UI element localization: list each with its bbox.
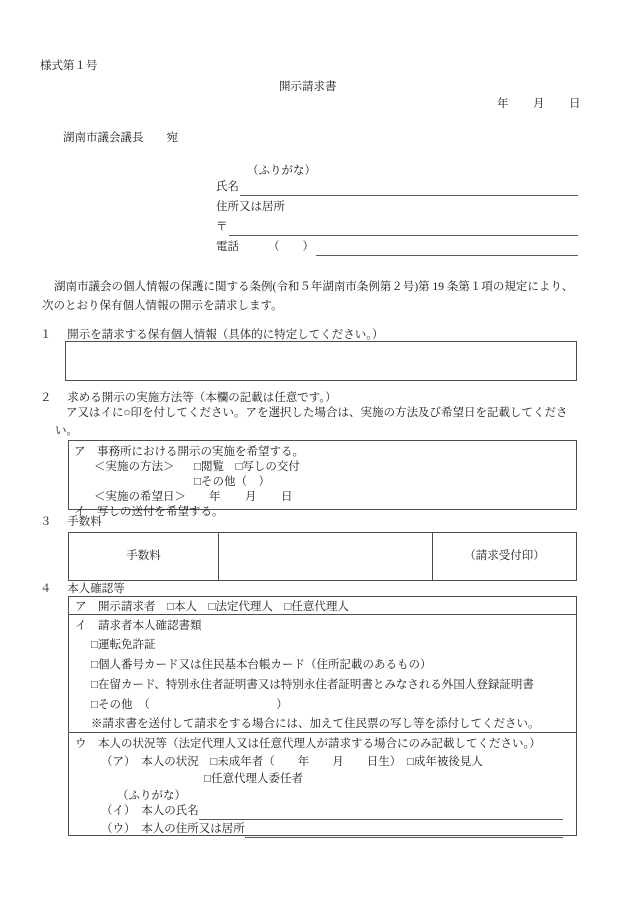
identity-documents-note: ※請求書を送付して請求をする場合には、加えて住民票の写し等を添付してください。 [91,718,540,730]
section1-number: １ [40,329,52,341]
preferred-date-label: ＜実施の希望日＞ [94,491,186,503]
telephone-label: 電話 [216,241,239,253]
principal-status-options[interactable]: （ア） 本人の状況 □未成年者（ 年 月 日生） □成年被後見人 [101,756,483,768]
form-number: 様式第１号 [40,60,98,72]
identity-doc-other[interactable]: □その他 （ ） [91,699,288,711]
method-checkbox-group-1[interactable]: □閲覧 □写しの交付 [194,461,300,473]
addressee: 湖南市議会議長 宛 [63,132,178,144]
requester-type-row [69,597,576,615]
form-title: 開示請求書 [279,81,337,93]
method-checkbox-other[interactable]: □その他（ ） [194,476,270,488]
principal-status-proxy-option[interactable]: □任意代理人委任者 [204,773,303,785]
preferred-date-input[interactable]: 年 月 日 [209,491,293,503]
identity-documents-title: イ 請求者本人確認書類 [75,620,202,632]
section3-number: ３ [40,516,52,528]
principal-status-row [69,733,576,837]
method-option-b[interactable]: イ 写しの送付を希望する。 [74,506,224,518]
fee-label-cell: 手数料 [69,533,219,580]
intro-paragraph: 湖南市議会の個人情報の保護に関する条例(令和５年湖南市条例第２号)第 19 条第１項の規定により、次のとおり保有個人情報の開示を請求します。 [42,281,574,312]
principal-status-title: ウ 本人の状況等（法定代理人又は任意代理人が請求する場合にのみ記載してください。） [75,738,541,750]
applicant-name-label: 氏名 [216,181,239,193]
principal-address-input[interactable] [245,825,563,838]
method-label: ＜実施の方法＞ [94,461,175,473]
applicant-name-input[interactable] [240,182,578,196]
section2-title: 求める開示の実施方法等（本欄の記載は任意です。） [67,392,337,404]
fee-amount-cell[interactable] [219,533,433,580]
identity-verification-box [68,596,577,836]
section2-instruction: ア又はイに○印を付してください。アを選択した場合は、実施の方法及び希望日を記載してください。 [55,407,568,437]
requested-information-input[interactable] [65,341,577,381]
section3-heading [40,514,102,531]
applicant-postal-row [216,219,578,236]
submission-date-line: 年 月 日 [497,98,581,110]
identity-doc-residence-card[interactable]: □在留カード、特別永住者証明書又は特別永住者証明書とみなされる外国人登録証明書 [91,679,534,691]
applicant-address-row [216,199,578,216]
identity-doc-mynumber-card[interactable]: □個人番号カード又は住民基本台帳カード（住所記載のあるもの） [91,659,432,671]
identity-doc-drivers-license[interactable]: □運転免許証 [91,639,156,651]
section1-title: 開示を請求する保有個人情報（具体的に特定してください。） [67,329,384,341]
principal-name-label: （イ） 本人の氏名 [101,805,199,817]
principal-name-row [101,803,563,820]
applicant-name-row [216,179,578,196]
identity-documents-row [69,615,576,733]
receipt-stamp-cell: （請求受付印） [464,549,545,562]
principal-address-row [101,821,563,838]
disclosure-method-box [68,440,577,518]
section3-title: 手数料 [67,516,102,528]
applicant-tel-row [216,239,578,256]
principal-furigana-label: （ふりがな） [117,790,186,802]
method-option-a[interactable]: ア 事務所における開示の実施を希望する。 [74,446,304,458]
section4-title: 本人確認等 [67,583,125,595]
applicant-address-input[interactable] [229,222,579,236]
fee-table [68,532,577,581]
requester-type-options[interactable]: ア 開示請求者 □本人 □法定代理人 □任意代理人 [75,601,349,613]
principal-name-input[interactable] [199,807,563,820]
telephone-input[interactable] [316,242,578,256]
telephone-area-code[interactable]: （ ） [268,241,314,253]
principal-address-label: （ウ） 本人の住所又は居所 [101,823,245,835]
section4-number: ４ [40,583,52,595]
postal-code-label: 〒 [216,221,228,233]
section2-number: ２ [40,392,52,404]
applicant-address-label: 住所又は居所 [216,201,285,213]
furigana-label: （ふりがな） [247,165,316,177]
